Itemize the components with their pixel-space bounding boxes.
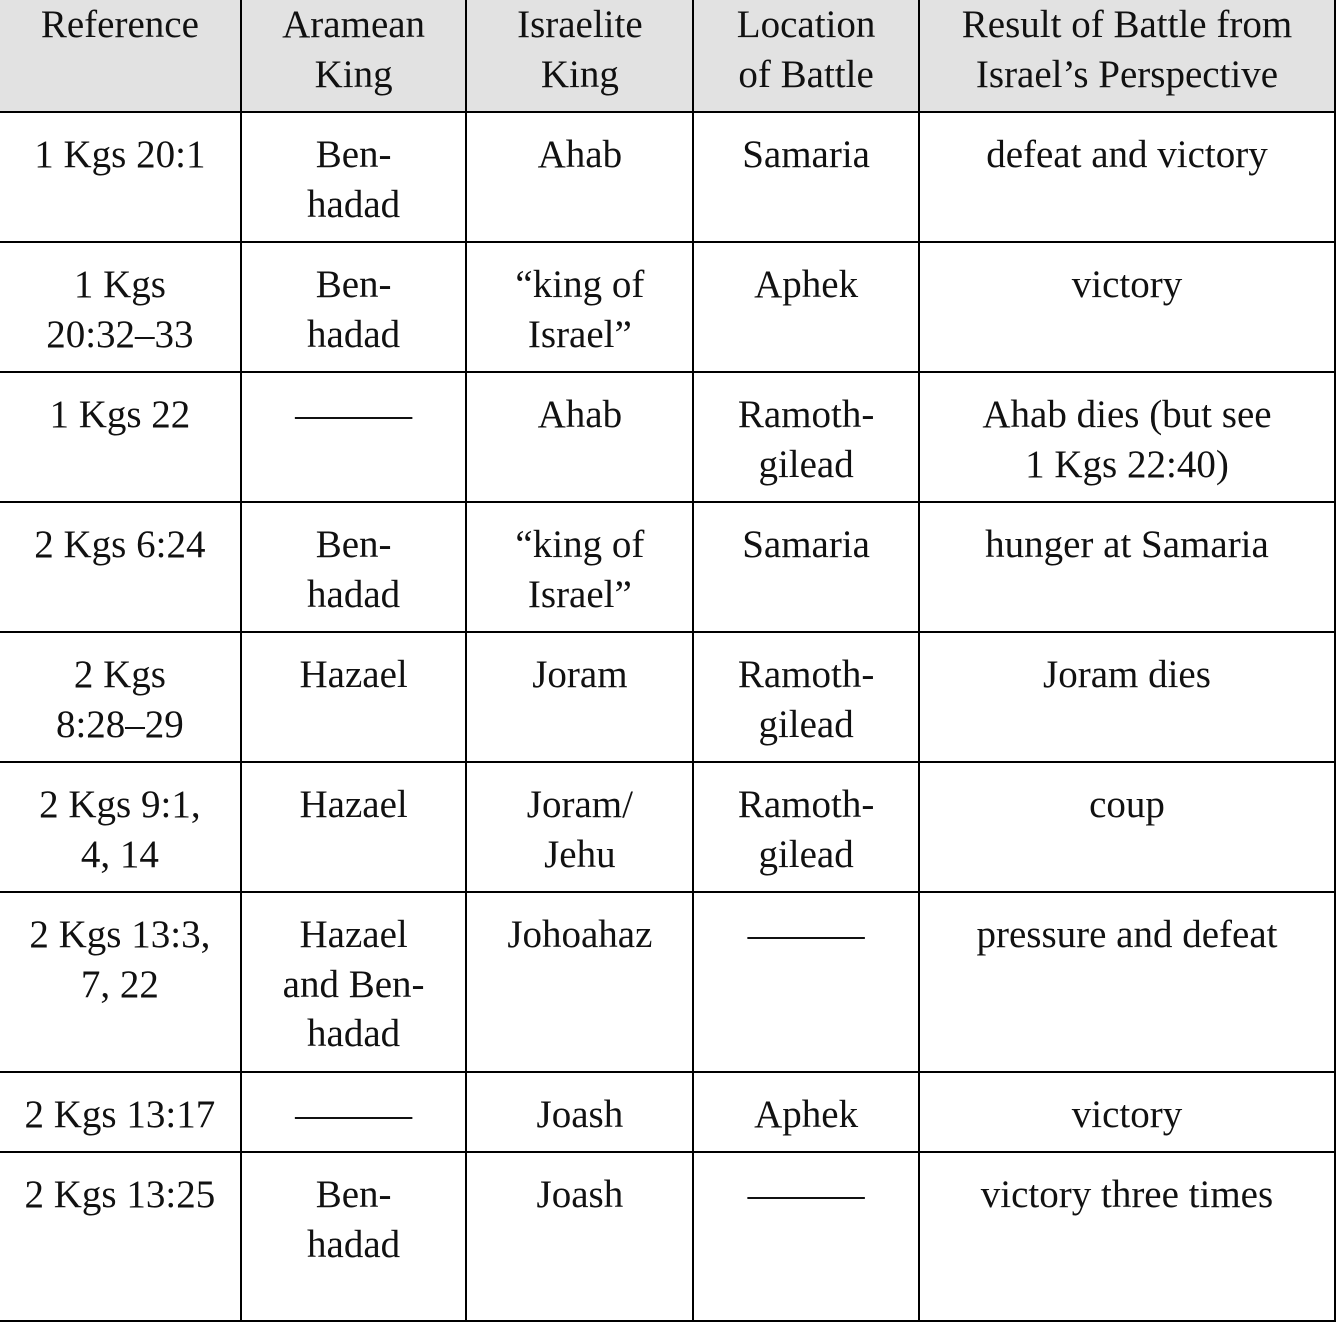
table-row [0, 892, 1335, 1072]
cell-israelite-king [466, 242, 693, 372]
cell-text: “king of [515, 523, 645, 566]
cell-text: 1 Kgs 22 [49, 393, 191, 436]
cell-reference [0, 632, 241, 762]
cell-text: victory [1071, 1093, 1183, 1136]
cell-result [919, 1152, 1335, 1321]
cell-text: defeat and victory [986, 133, 1268, 176]
cell-text: Hazael [299, 783, 408, 826]
cell-result [919, 1072, 1335, 1152]
cell-text: hadad [307, 572, 401, 616]
empty-dash: ——— [747, 913, 865, 956]
cell-text: Ahab [537, 393, 623, 436]
table-row [0, 242, 1335, 372]
cell-text: and Ben- [282, 962, 425, 1006]
empty-dash: ——— [747, 1173, 865, 1216]
cell-text: Jehu [544, 832, 616, 876]
cell-location [693, 632, 919, 762]
cell-text: Israel” [527, 312, 632, 356]
cell-text: Johoahaz [507, 913, 653, 956]
cell-reference [0, 762, 241, 892]
cell-reference [0, 1072, 241, 1152]
cell-text: Joram dies [1043, 653, 1211, 696]
cell-text: Ben- [315, 263, 392, 306]
cell-reference [0, 892, 241, 1072]
cell-location [693, 762, 919, 892]
cell-reference [0, 372, 241, 502]
cell-text: Joash [536, 1093, 624, 1136]
cell-text: 7, 22 [80, 962, 159, 1006]
cell-reference [0, 502, 241, 632]
header-result [919, 0, 1335, 112]
cell-text: Ramoth- [737, 393, 875, 436]
cell-location [693, 502, 919, 632]
cell-aramean-king [241, 632, 467, 762]
cell-israelite-king [466, 632, 693, 762]
cell-text: Ramoth- [737, 783, 875, 826]
cell-text: Israel” [527, 572, 632, 616]
cell-aramean-king [241, 242, 467, 372]
header-israelite-king [466, 0, 693, 112]
cell-aramean-king [241, 372, 467, 502]
header-text: Reference [40, 3, 199, 46]
cell-text: 2 Kgs [73, 653, 166, 696]
cell-text: “king of [515, 263, 645, 306]
cell-text: pressure and defeat [976, 913, 1278, 956]
header-text: King [314, 52, 393, 96]
cell-aramean-king [241, 112, 467, 242]
header-text: Israelite [517, 3, 643, 46]
cell-text: 1 Kgs [73, 263, 166, 306]
cell-location [693, 372, 919, 502]
cell-text: Aphek [754, 1093, 859, 1136]
cell-location [693, 112, 919, 242]
cell-text: 2 Kgs 13:17 [24, 1093, 216, 1136]
cell-location [693, 242, 919, 372]
cell-israelite-king [466, 112, 693, 242]
cell-result [919, 762, 1335, 892]
cell-reference [0, 1152, 241, 1321]
cell-result [919, 372, 1335, 502]
cell-text: 20:32–33 [46, 312, 194, 356]
cell-reference [0, 242, 241, 372]
table-row [0, 1072, 1335, 1152]
cell-aramean-king [241, 1152, 467, 1321]
cell-text: Ahab dies (but see [982, 393, 1272, 436]
header-text: Aramean [282, 3, 426, 46]
cell-location [693, 1072, 919, 1152]
cell-result [919, 502, 1335, 632]
cell-text: Ben- [315, 523, 392, 566]
cell-result [919, 632, 1335, 762]
cell-text: gilead [758, 702, 854, 746]
cell-text: hadad [307, 182, 401, 226]
cell-text: hadad [307, 1222, 401, 1266]
cell-israelite-king [466, 762, 693, 892]
cell-text: 8:28–29 [55, 702, 184, 746]
header-location [693, 0, 919, 112]
cell-israelite-king [466, 372, 693, 502]
cell-israelite-king [466, 502, 693, 632]
cell-aramean-king [241, 502, 467, 632]
cell-text: gilead [758, 832, 854, 876]
cell-text: victory three times [980, 1173, 1274, 1216]
cell-text: Joram/ [526, 783, 633, 826]
cell-israelite-king [466, 1072, 693, 1152]
cell-aramean-king [241, 1072, 467, 1152]
cell-result [919, 892, 1335, 1072]
cell-israelite-king [466, 892, 693, 1072]
cell-text: 4, 14 [80, 832, 159, 876]
cell-aramean-king [241, 892, 467, 1072]
table-row [0, 1152, 1335, 1321]
cell-result [919, 242, 1335, 372]
cell-text: Joram [532, 653, 628, 696]
header-text: Result of Battle from [961, 3, 1293, 46]
cell-reference [0, 112, 241, 242]
cell-text: Ben- [315, 133, 392, 176]
table-row [0, 372, 1335, 502]
cell-text: Hazael [299, 653, 408, 696]
cell-location [693, 892, 919, 1072]
table-row [0, 632, 1335, 762]
cell-text: hunger at Samaria [985, 523, 1269, 566]
cell-text: 2 Kgs 13:25 [24, 1173, 216, 1216]
empty-dash: ——— [295, 393, 413, 436]
cell-text: gilead [758, 442, 854, 486]
empty-dash: ——— [295, 1093, 413, 1136]
cell-aramean-king [241, 762, 467, 892]
cell-text: Hazael [299, 913, 408, 956]
cell-result [919, 112, 1335, 242]
cell-text: Ben- [315, 1173, 392, 1216]
cell-israelite-king [466, 1152, 693, 1321]
cell-text: victory [1071, 263, 1183, 306]
cell-text: Joash [536, 1173, 624, 1216]
cell-text: Ramoth- [737, 653, 875, 696]
cell-text: hadad [307, 312, 401, 356]
cell-text: 2 Kgs 9:1, [39, 783, 201, 826]
header-row [0, 0, 1335, 112]
cell-location [693, 1152, 919, 1321]
header-text: of Battle [738, 52, 874, 96]
cell-text: 1 Kgs 20:1 [34, 133, 206, 176]
cell-text: coup [1089, 783, 1165, 826]
cell-text: Ahab [537, 133, 623, 176]
header-text: Location [736, 3, 876, 46]
header-text: Israel’s Perspective [975, 52, 1279, 96]
header-text: King [540, 52, 619, 96]
header-reference [0, 0, 241, 112]
table-row [0, 112, 1335, 242]
cell-text: Samaria [742, 133, 870, 176]
cell-text: 2 Kgs 6:24 [34, 523, 206, 566]
cell-text: 1 Kgs 22:40) [1025, 442, 1229, 486]
cell-text: 2 Kgs 13:3, [29, 913, 211, 956]
cell-text: Aphek [754, 263, 859, 306]
table-row [0, 762, 1335, 892]
header-aramean-king [241, 0, 467, 112]
cell-text: hadad [307, 1012, 401, 1055]
cell-text: Samaria [742, 523, 870, 566]
table-row [0, 502, 1335, 632]
